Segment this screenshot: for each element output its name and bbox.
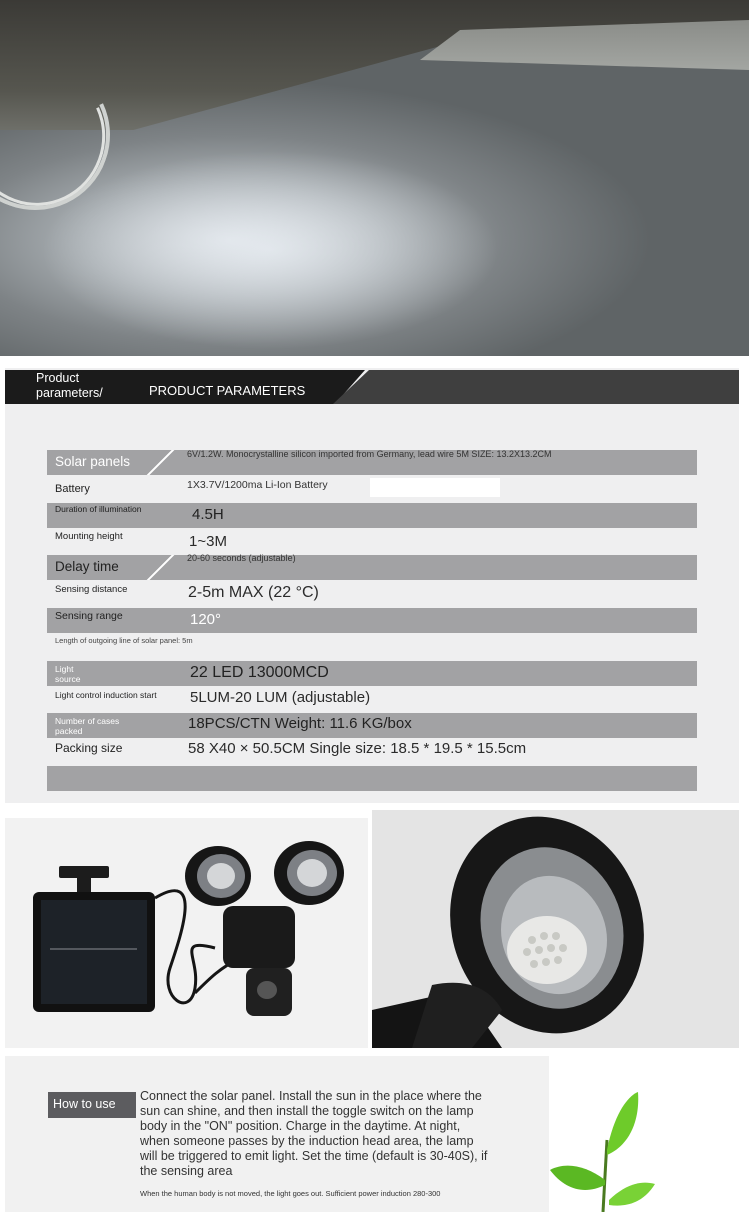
param-label: Sensing range <box>55 610 123 622</box>
header-subtitle-line1: Product <box>36 371 80 385</box>
row-divider <box>145 555 175 580</box>
param-label: Delay time <box>55 559 119 574</box>
header-subtitle <box>36 371 103 401</box>
green-leaf-decoration <box>545 1080 749 1212</box>
param-label: Battery <box>55 483 90 495</box>
param-row-sensing-range <box>47 608 697 633</box>
product-photo-full-set <box>5 818 368 1048</box>
param-value: 1~3M <box>189 533 227 550</box>
param-label: Sensing distance <box>55 584 128 595</box>
lamp-head-closeup-illustration <box>372 810 739 1048</box>
param-value: 1X3.7V/1200ma Li-Ion Battery <box>187 479 328 491</box>
param-value: 4.5H <box>192 506 224 523</box>
blank-box <box>370 478 500 497</box>
header-subtitle-line2: parameters/ <box>36 386 103 400</box>
param-row-packing-size <box>47 738 697 763</box>
param-label: Solar panels <box>55 454 131 469</box>
param-label: Light control induction start <box>55 690 157 700</box>
param-row-light-source <box>47 661 697 686</box>
hero-photo-lit-floor <box>0 0 749 356</box>
param-row-battery <box>47 477 697 502</box>
param-value: 22 LED 13000MCD <box>190 664 329 681</box>
param-value: 5LUM-20 LUM (adjustable) <box>190 689 371 706</box>
row-divider <box>145 450 175 475</box>
param-row-solar-panels <box>47 450 697 475</box>
product-parameters-panel <box>5 368 739 803</box>
param-row-delay-time <box>47 555 697 580</box>
header-gray-bar <box>333 370 739 404</box>
param-value: 120° <box>190 611 222 628</box>
hero-light-spot <box>40 150 500 350</box>
header-title: PRODUCT PARAMETERS <box>149 383 306 398</box>
how-to-use-text: Connect the solar panel. Install the sun in the place where the sun can shine, and then install the toggle switch on the lamp body in the "ON" position. Charge in the daytime. At night, when someone passes by the induction head area, the lamp will be triggered to emit light. Set the time (default is 30-40S), if the sensing area <box>140 1089 488 1178</box>
param-value: 2-5m MAX (22 °C) <box>188 584 319 601</box>
param-label: Light source <box>55 664 81 684</box>
param-value: 6V/1.2W. Monocrystalline silicon imported from Germany, lead wire 5M SIZE: 13.2X13.2CM <box>187 449 552 459</box>
param-row-cases-packed <box>47 713 697 738</box>
param-label: Packing size <box>55 741 123 755</box>
product-photo-lamp-closeup <box>372 810 739 1048</box>
how-to-use-label: How to use <box>48 1092 136 1118</box>
param-row-mounting-height <box>47 529 697 554</box>
param-row-sensing-distance <box>47 581 697 606</box>
param-label: Duration of illumination <box>55 504 142 514</box>
param-label: Mounting height <box>55 531 123 542</box>
how-to-use-footnote: When the human body is not moved, the light goes out. Sufficient power induction 280-300 <box>140 1189 441 1198</box>
outgoing-line-note: Length of outgoing line of solar panel: 5m <box>55 636 193 645</box>
param-value: 18PCS/CTN Weight: 11.6 KG/box <box>188 715 412 732</box>
param-row-duration <box>47 503 697 528</box>
param-value: 58 X40 × 50.5CM Single size: 18.5 * 19.5 * 15.5cm <box>188 740 527 757</box>
param-value: 20-60 seconds (adjustable) <box>187 553 296 563</box>
solar-light-set-illustration <box>5 818 368 1048</box>
param-row-empty <box>47 766 697 791</box>
param-label: Number of cases packed <box>55 716 120 736</box>
param-row-light-control <box>47 687 697 712</box>
how-to-use-section <box>5 1056 549 1212</box>
